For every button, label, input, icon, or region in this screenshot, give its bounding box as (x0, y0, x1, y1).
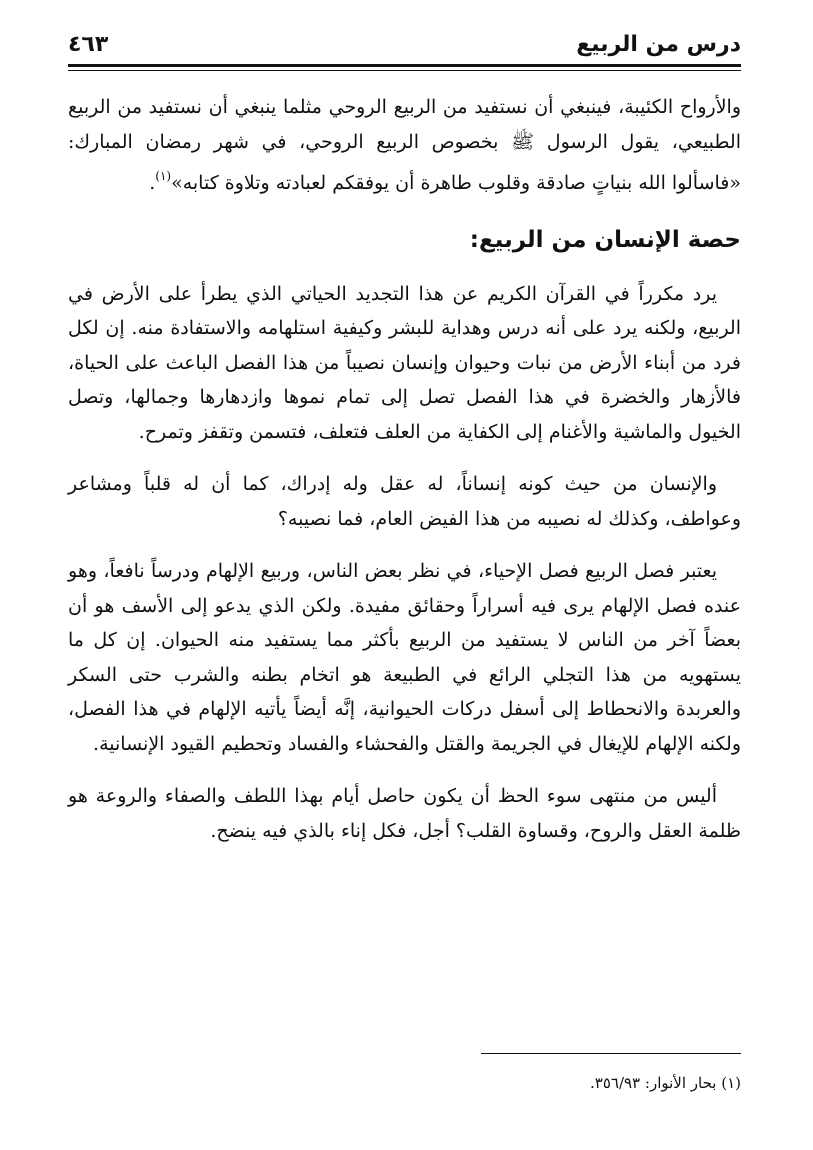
paragraph-3: يعتبر فصل الربيع فصل الإحياء، في نظر بعض الناس، وربيع الإلهام ودرساً نافعاً، وهو عنده فصل الإلهام يرى فيه أسراراً وحقائق مفيدة. ولكن الذي يدعو إلى الأسف هو أن بعضاً آخر من الناس لا يستفيد من الربيع بأكثر مما يستفيد منه الحيوان. إن كل ما يستهويه من هذا التجلي الرائع في الطبيعة هو اتخام بطنه والشرب حتى السكر والعربدة والانحطاط إلى أسفل دركات الحيوانية، إنَّه أيضاً يأتيه الإلهام في هذا الفصل، ولكنه الإلهام للإيغال في الجريمة والقتل والفحشاء والفساد وتحطيم القيود الإنسانية. (68, 560, 741, 755)
body-text (68, 90, 741, 848)
paragraph-1: يرد مكرراً في القرآن الكريم عن هذا التجديد الحياتي الذي يطرأ على الأرض في الربيع، ولكنه يرد على أنه درس وهداية للبشر وكيفية استلهامه والاستفادة منه. إن لكل فرد من أبناء الأرض من نبات وحيوان وإنسان نصيباً من هذا الفصل الباعث على الحياة، فالأزهار والخضرة في هذا الفصل تصل إلى تمام نموها وازدهارها وجمالها، وتصل الخيول والماشية والأغنام إلى الكفاية من العلف فتعلف، فتسمن وتقفز وتمرح. (68, 282, 741, 443)
page-number: ٤٦٣ (68, 32, 109, 57)
paragraph-text: والأرواح الكئيبة، فينبغي أن نستفيد من الربيع الروحي مثلما ينبغي أن نستفيد من الربيع الطبيعي، يقول الرسول ﷺ بخصوص الربيع الروحي، في شهر رمضان المبارك: «فاسألوا الله بنياتٍ صادقة وقلوب طاهرة أن يوفقكم لعبادته وتلاوة كتابه» (68, 96, 741, 194)
footnote-separator (481, 1053, 741, 1054)
paragraph-continued (68, 90, 741, 201)
paragraph-4: أليس من منتهى سوء الحظ أن يكون حاصل أيام بهذا اللطف والصفاء والروعة هو ظلمة العقل والروح، وقساوة القلب؟ أجل، فكل إناء بالذي فيه ينضح. (68, 785, 741, 842)
spacer (68, 536, 741, 554)
spacer (68, 449, 741, 467)
header-rule-thick (68, 64, 741, 67)
spacer (68, 201, 741, 219)
footnote: (١) بحار الأنوار: ٣٥٦/٩٣. (590, 1074, 741, 1092)
page-header (68, 28, 741, 64)
spacer (68, 761, 741, 779)
paragraph-end: . (149, 172, 156, 194)
paragraph-2: والإنسان من حيث كونه إنساناً، له عقل وله إدراك، كما أن له قلباً ومشاعر وعواطف، وكذلك له نصيبه من هذا الفيض العام، فما نصيبه؟ (68, 473, 741, 530)
footnote-reference[interactable]: (١) (155, 169, 172, 183)
section-heading: حصة الإنسان من الربيع: (469, 226, 741, 253)
header-rule-thin (68, 70, 741, 71)
running-title: درس من الربيع (576, 32, 741, 57)
